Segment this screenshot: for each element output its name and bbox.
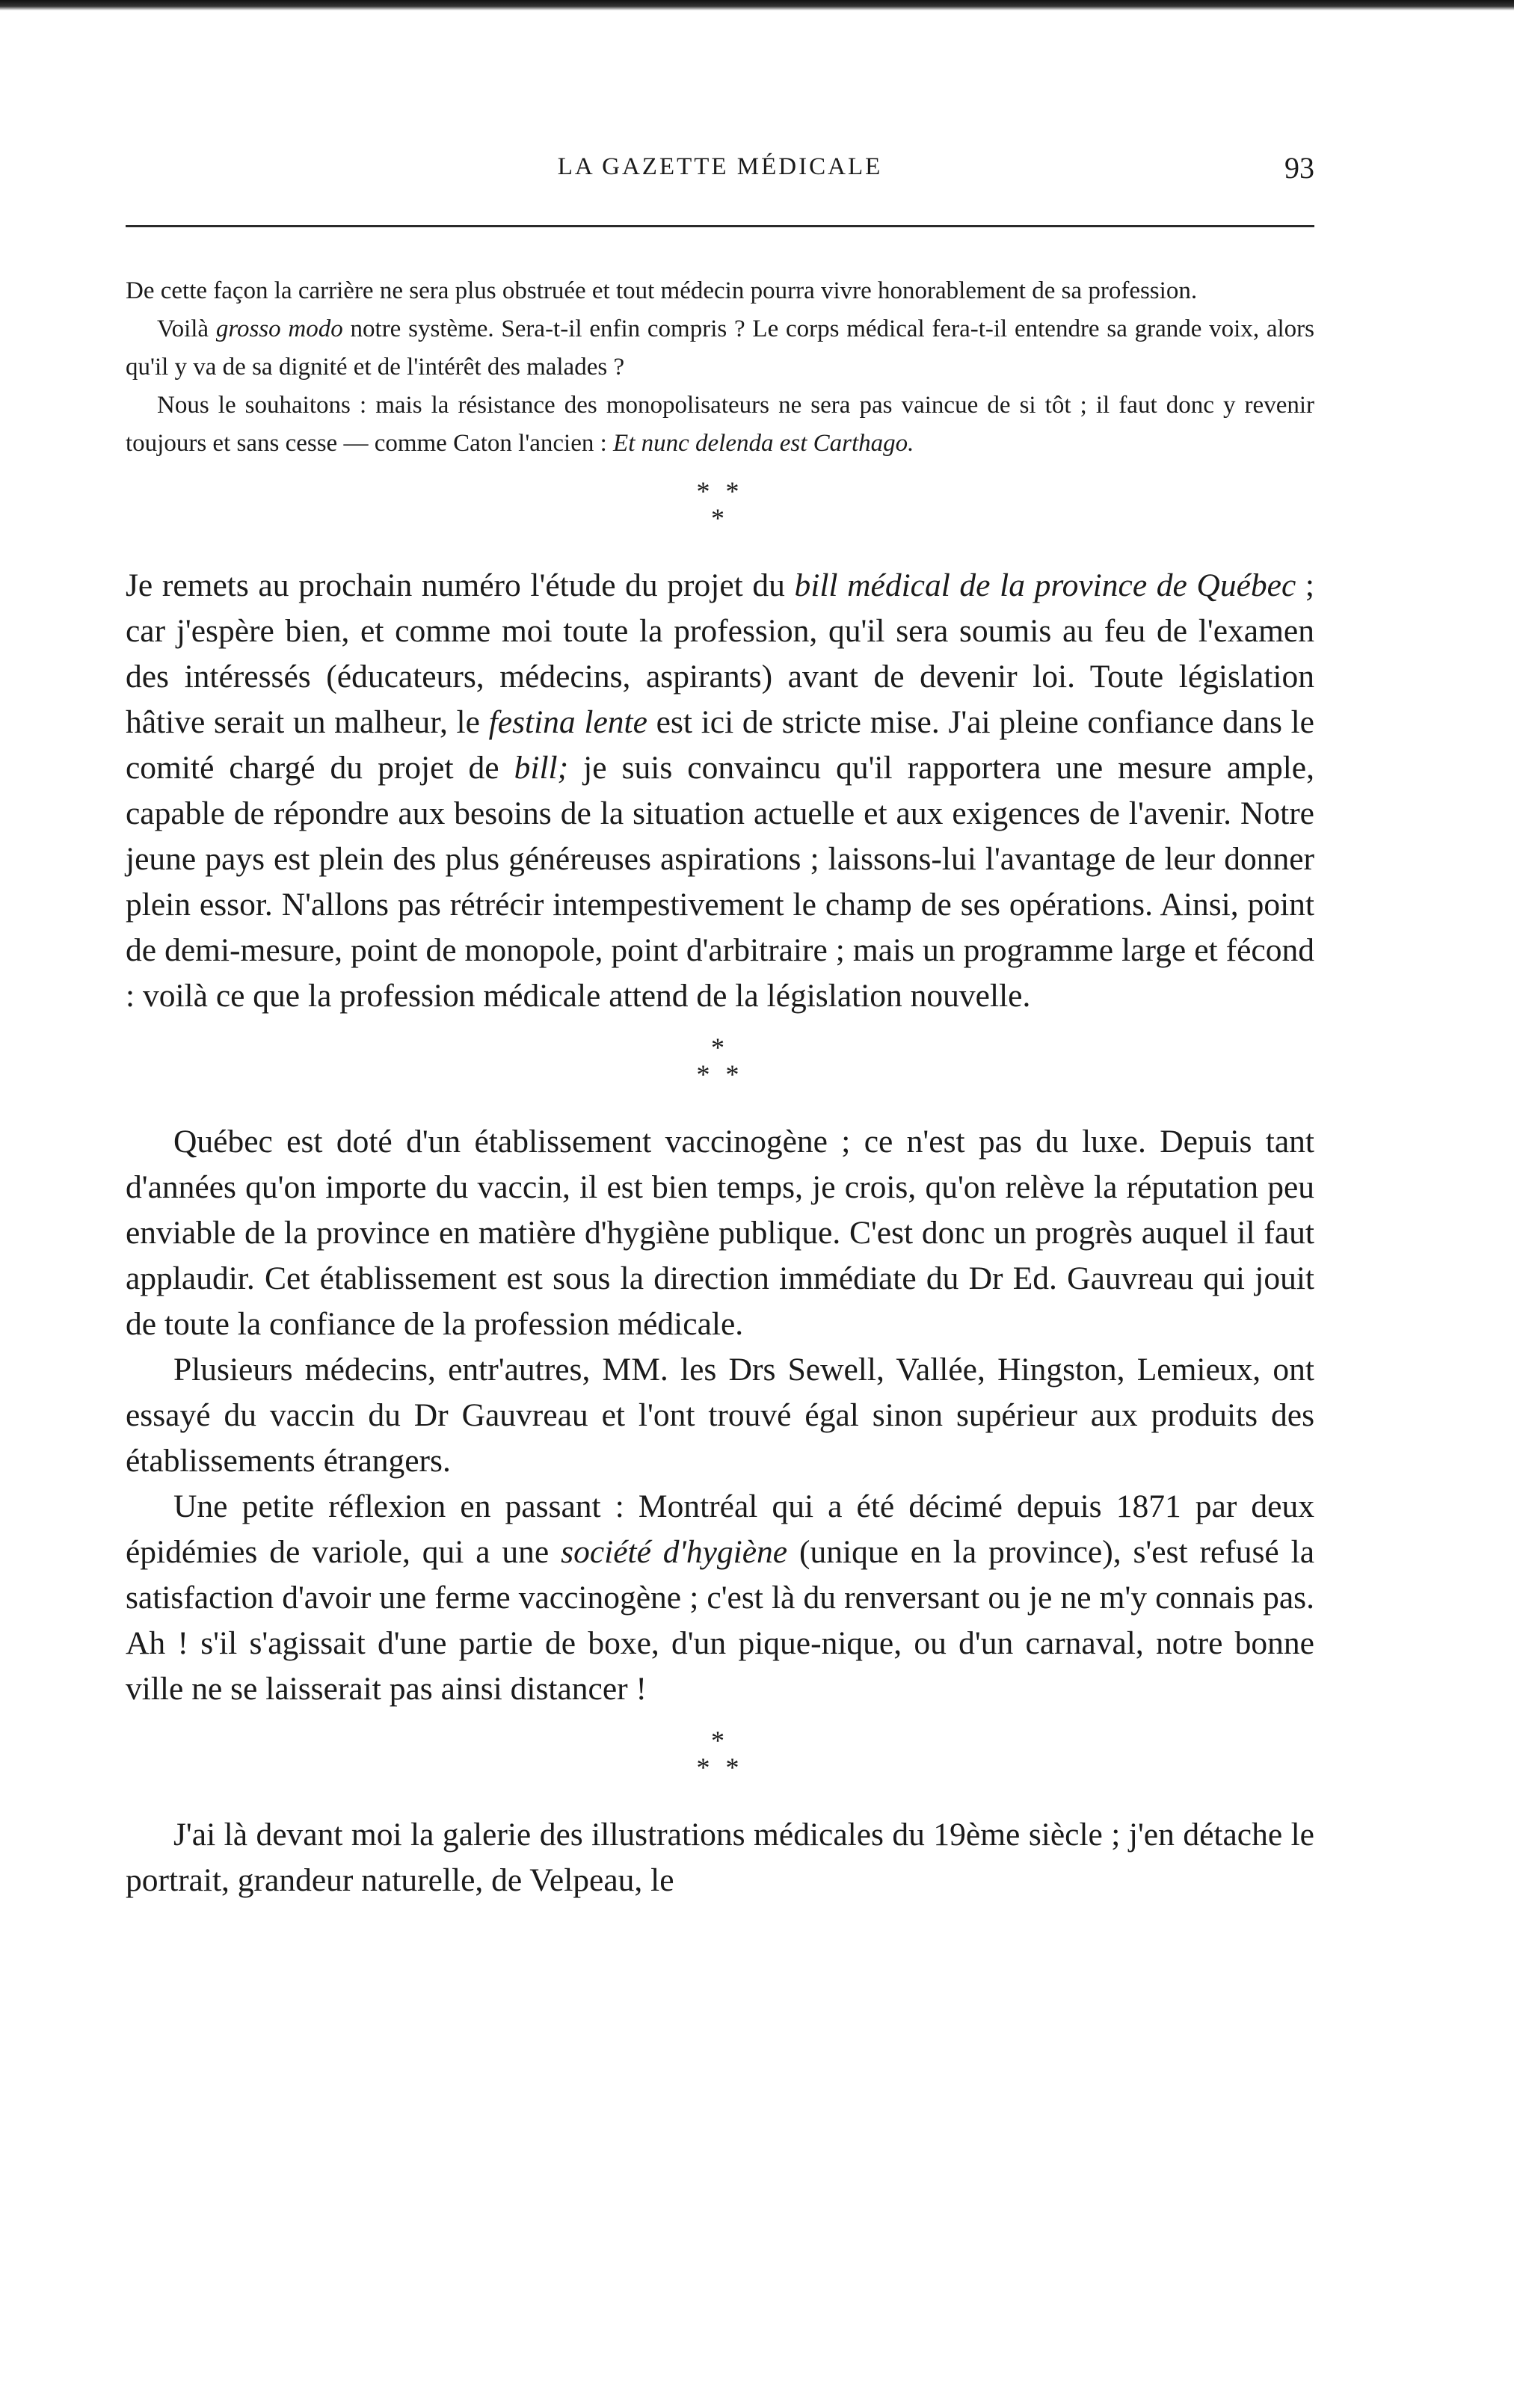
paragraph xyxy=(126,1347,1314,1484)
page-top-edge xyxy=(0,0,1514,10)
asterism-bottom: * * xyxy=(696,1752,744,1782)
text-run: De cette façon la carrière ne sera plus obstruée et tout médecin pourra vivre honorablement de sa profession. xyxy=(126,277,1198,304)
header-rule xyxy=(126,225,1314,227)
italic-text-run: grosso modo xyxy=(215,315,343,342)
asterism-separator xyxy=(126,476,1314,533)
asterism-bottom: * * xyxy=(696,1059,744,1089)
text-run: Québec est doté d'un établissement vaccinogène ; ce n'est pas du luxe. Depuis tant d'années qu'on importe du vaccin, il est bien temps, je crois, qu'on relève la réputation peu enviable de la province en matière d'hygiène publique. C'est donc un progrès auquel il faut applaudir. Cet établissement est sous la direction immédiate du Dr Ed. Gauvreau qui jouit de toute la confiance de la profession médicale. xyxy=(126,1124,1314,1342)
small-print-section xyxy=(126,272,1314,463)
italic-text-run: Et nunc delenda est Carthago. xyxy=(613,430,914,457)
paragraph xyxy=(126,1484,1314,1712)
paragraph xyxy=(126,387,1314,463)
italic-text-run: festina lente xyxy=(488,704,647,740)
document-page xyxy=(126,153,1314,1903)
text-run: Nous le souhaitons : mais la résistance des monopolisateurs ne sera pas vaincue de si tôt ; il faut donc y revenir toujours et sans cesse — comme Caton l'ancien : xyxy=(126,392,1314,457)
text-run: J'ai là devant moi la galerie des illustrations médicales du 19ème siècle ; j'en détache le portrait, grandeur naturelle, de Velpeau, le xyxy=(126,1817,1314,1898)
asterism-bottom: * xyxy=(711,503,729,533)
asterism-separator xyxy=(126,1725,1314,1782)
text-run: (unique en la province), s'est refusé la satisfaction d'avoir une ferme vaccinogène ; c'est là du renversant ou je ne m'y connais pas. Ah ! s'il s'agissait d'une partie de boxe, d'un pique-nique, ou d'un carnaval, notre bonne ville ne se laisserait pas ainsi distancer ! xyxy=(126,1534,1315,1707)
italic-text-run: bill; xyxy=(514,750,569,786)
text-run: Plusieurs médecins, entr'autres, MM. les Drs Sewell, Vallée, Hingston, Lemieux, ont essayé du vaccin du Dr Gauvreau et l'ont trouvé égal sinon supérieur aux produits des établissements étrangers. xyxy=(126,1352,1314,1479)
bill-section xyxy=(126,563,1314,1019)
gallery-section xyxy=(126,1812,1314,1903)
text-run: notre système. Sera-t-il enfin compris ? Le corps médical fera-t-il entendre sa grande voix, alors qu'il y va de sa dignité et de l'intérêt des malades ? xyxy=(126,315,1314,381)
paragraph xyxy=(126,1119,1314,1347)
italic-text-run: bill médical de la province de Québec xyxy=(794,567,1296,603)
italic-text-run: société d'hygiène xyxy=(561,1534,788,1570)
text-run: Voilà xyxy=(157,315,216,342)
asterism-top: * xyxy=(711,1032,729,1062)
asterism-separator xyxy=(126,1032,1314,1089)
text-run: je suis convaincu qu'il rapportera une mesure ample, capable de répondre aux besoins de la situation actuelle et aux exigences de l'avenir. Notre jeune pays est plein des plus généreuses aspirations ; laissons-lui l'avantage de leur donner plein essor. N'allons pas rétrécir intempestivement le champ de ses opérations. Ainsi, point de demi-mesure, point de monopole, point d'arbitraire ; mais un programme large et fécond : voilà ce que la profession médicale attend de la législation nouvelle. xyxy=(126,750,1314,1014)
text-run: Je remets au prochain numéro l'étude du projet du xyxy=(126,567,795,603)
text-run: Une petite réflexion en passant : Montréal qui a été décimé depuis 1871 par deux épidémies de variole, qui a une xyxy=(126,1488,1314,1570)
text-run: est ici de stricte mise. J'ai pleine confiance dans le comité chargé du projet de xyxy=(126,704,1314,786)
text-run: ; car j'espère bien, et comme moi toute la profession, qu'il sera soumis au feu de l'examen des intéressés (éducateurs, médecins, aspirants) avant de devenir loi. Toute législation hâtive serait un malheur, le xyxy=(126,567,1314,740)
page-header xyxy=(126,153,1314,201)
paragraph xyxy=(126,563,1314,1019)
asterism-top: * * xyxy=(696,476,744,506)
asterism-top: * xyxy=(711,1725,729,1755)
paragraph xyxy=(126,1812,1314,1903)
running-title: LA GAZETTE MÉDICALE xyxy=(557,153,883,180)
paragraph xyxy=(126,310,1314,387)
vaccine-section xyxy=(126,1119,1314,1712)
page-number: 93 xyxy=(1284,151,1314,185)
paragraph xyxy=(126,272,1314,310)
